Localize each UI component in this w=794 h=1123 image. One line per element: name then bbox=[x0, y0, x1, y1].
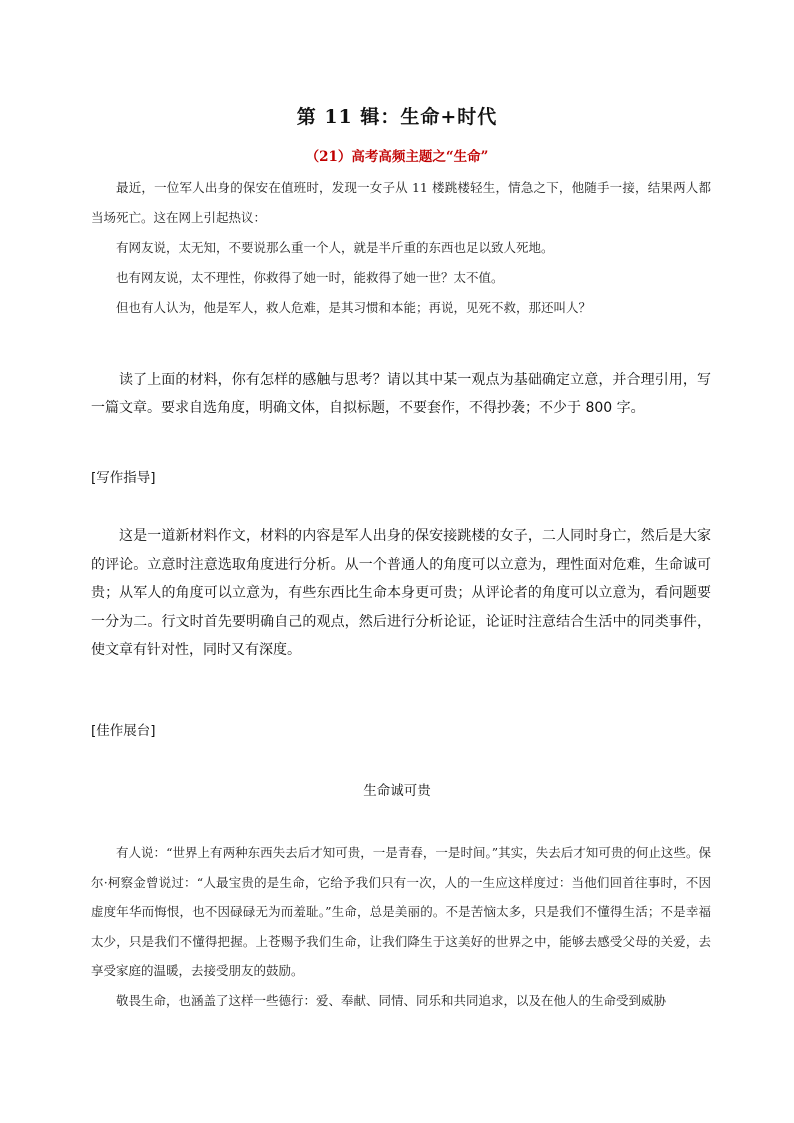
page-title: 第 11 辑：生命+时代 bbox=[296, 106, 498, 128]
guide-text: 这是一道新材料作文，材料的内容是军人出身的保安接跳楼的女子，二人同时身亡，然后是大家的评论。立意时注意选取角度进行分析。从一个普通人的角度可以立意为，理性面对危难，生命诚可贵；从军人的角度可以立意为，有些东西比生命本身更可贵；从评论者的角度可以立意为，看问题要一分为二。行文时首先要明确自己的观点，然后进行分析论证，论证时注意结合生活中的同类事件，使文章有针对性，同时又有深度。 bbox=[91, 528, 711, 658]
essay-title: 生命诚可贵 bbox=[363, 783, 431, 799]
essay-body bbox=[91, 838, 711, 1015]
essay-paragraph: 敬畏生命，也涵盖了这样一些德行：爱、奉献、同情、同乐和共同追求，以及在他人的生命受到威胁 bbox=[116, 992, 667, 1008]
guide-label: [写作指导] bbox=[91, 470, 156, 486]
material-paragraph: 但也有人认为，他是军人，救人危难，是其习惯和本能；再说，见死不救，那还叫人？ bbox=[116, 300, 592, 315]
essay-paragraph: 有人说：“世界上有两种东西失去后才知可贵，一是青春，一是时间。”其实，失去后才知可贵的何止这些。保尔·柯察金曾说过：“人最宝贵的是生命，它给予我们只有一次，人的一生应这样度过：当他们回首往事时，不因虚度年华而悔恨，也不因碌碌无为而羞耻。”生命，总是美丽的。不是苦恼太多，只是我们不懂得生活；不是幸福太少，只是我们不懂得把握。上苍赐予我们生命，让我们降生于这美好的世界之中，能够去感受父母的关爱，去享受家庭的温暖，去接受朋友的鼓励。 bbox=[91, 845, 711, 978]
material-paragraph: 也有网友说，太不理性，你救得了她一时，能救得了她一世？太不值。 bbox=[116, 270, 504, 285]
material-section bbox=[91, 173, 711, 323]
page-subtitle: （21）高考高频主题之“生命” bbox=[305, 149, 489, 165]
material-paragraph: 有网友说，太无知，不要说那么重一个人，就是半斤重的东西也足以致人死地。 bbox=[116, 240, 554, 255]
writing-prompt: 读了上面的材料，你有怎样的感触与思考？请以其中某一观点为基础确定立意，并合理引用，写一篇文章。要求自选角度，明确文体，自拟标题，不要套作，不得抄袭；不少于 800 字。 bbox=[91, 372, 711, 416]
showcase-label: [佳作展台] bbox=[91, 723, 156, 739]
material-paragraph: 最近，一位军人出身的保安在值班时，发现一女子从 11 楼跳楼轻生，情急之下，他随手一接，结果两人都当场死亡。这在网上引起热议： bbox=[91, 180, 711, 225]
